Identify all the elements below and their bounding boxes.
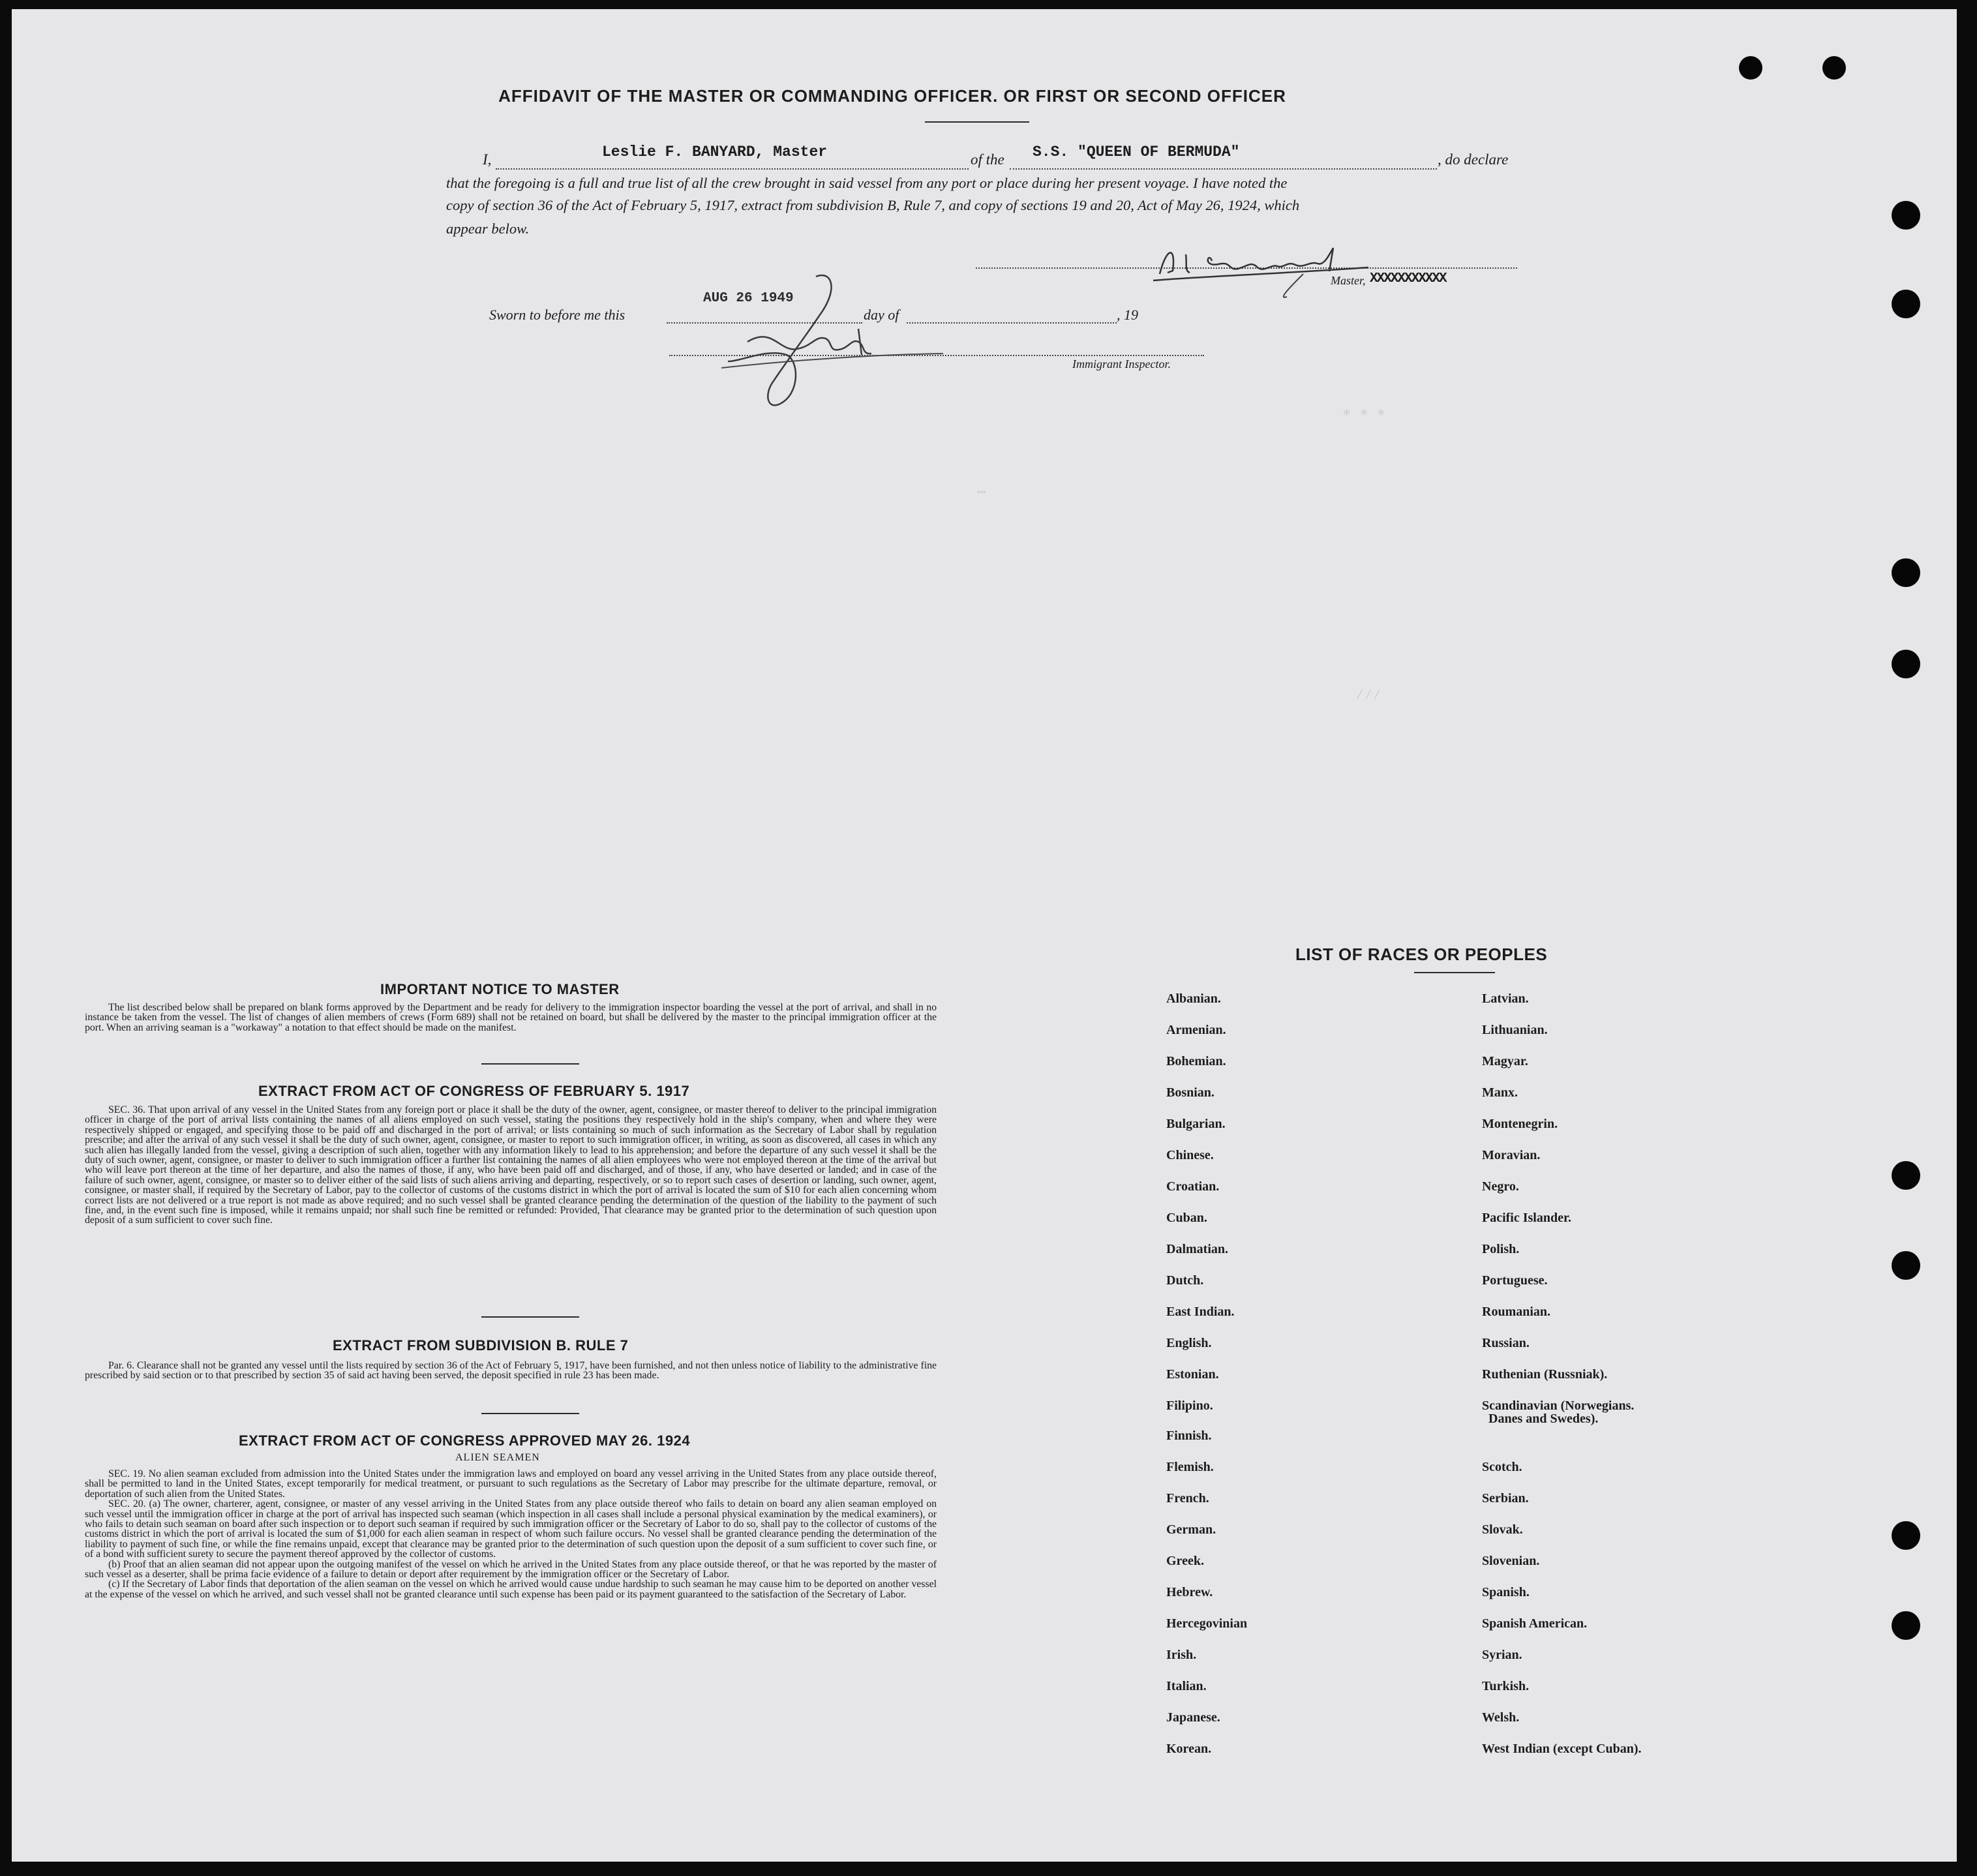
races-title-rule bbox=[1414, 972, 1495, 973]
race-item: Pacific Islander. bbox=[1482, 1211, 1572, 1225]
title-rule bbox=[925, 121, 1029, 123]
races-title: LIST OF RACES OR PEOPLES bbox=[1295, 945, 1548, 964]
punch-hole bbox=[1892, 201, 1920, 230]
race-item: East Indian. bbox=[1166, 1305, 1235, 1319]
rule7-paragraph: Par. 6. Clearance shall not be granted any vessel until the lists required by section 36 of the Act of February 5, 1917, have been furnished, and not then unless notice of liability to the administrative fine prescribed by said section or to that prescribed by section 35 of said act having been served, the deposit specified in rule 23 has been made. bbox=[85, 1360, 937, 1382]
race-item: Bosnian. bbox=[1166, 1085, 1215, 1100]
inspector-signature-line bbox=[669, 355, 1204, 356]
punch-hole bbox=[1739, 56, 1762, 80]
race-item: Slovenian. bbox=[1482, 1554, 1540, 1568]
punch-hole bbox=[1892, 1521, 1920, 1550]
section-20a-paragraph: SEC. 20. (a) The owner, charterer, agent, consignee, or master of any vessel arriving in the United States from any place outside thereof who fails to detain on board any alien seaman employed on such vessel until the immigration officer in charge at the port of arrival has inspected such seaman (which inspection in all cases shall include a personal physical examination by the medical examiners), or who fails to detain such seaman on board after such inspection or to deport such seaman if required by such immigration officer or the Secretary of Labor to do so, shall pay to the collector of customs of the customs district in which the port of arrival is located the sum of $1,000 for each alien seaman in respect of whom such failure occurs. No vessel shall be granted clearance pending the determination of the liability to payment of such fine, or while the fine remains unpaid, except that clearance may be granted prior to the determination of such question upon the deposit of a sum sufficient to cover such fine, or of a bond with sufficient surety to secure the payment thereof approved by the collector of customs. bbox=[85, 1498, 937, 1560]
race-item: Magyar. bbox=[1482, 1054, 1528, 1068]
punch-hole bbox=[1892, 290, 1920, 318]
date-stamp: AUG 26 1949 bbox=[703, 291, 794, 306]
section-19-paragraph: SEC. 19. No alien seaman excluded from admission into the United States under the immigration laws and employed on board any vessel arriving in the United States from any place outside thereof, shall be permitted to land in the United States, except temporarily for medical treatment, or pursuant to such regulations as the Secretary of Labor may prescribe for the ultimate departure, removal, or deportation of such alien from the United States. bbox=[85, 1468, 937, 1500]
race-item: Flemish. bbox=[1166, 1460, 1214, 1474]
race-item: Armenian. bbox=[1166, 1023, 1226, 1037]
day-of-label: day of bbox=[864, 307, 899, 323]
race-item: Moravian. bbox=[1482, 1148, 1541, 1162]
punch-hole bbox=[1892, 1611, 1920, 1640]
affidavit-i-label: I, bbox=[483, 151, 492, 168]
year-prefix: , 19 bbox=[1117, 307, 1138, 323]
race-item: Croatian. bbox=[1166, 1179, 1220, 1194]
name-fill-line bbox=[496, 168, 969, 170]
race-item: Ruthenian (Russniak). bbox=[1482, 1367, 1608, 1382]
extract-1924-body bbox=[85, 1469, 937, 1599]
race-item: Slovak. bbox=[1482, 1522, 1523, 1537]
notice-body bbox=[85, 1003, 937, 1033]
race-item: Spanish American. bbox=[1482, 1616, 1588, 1631]
race-item: English. bbox=[1166, 1336, 1212, 1350]
race-item: Welsh. bbox=[1482, 1710, 1520, 1725]
document-page bbox=[12, 9, 1957, 1862]
punch-hole bbox=[1892, 1161, 1920, 1190]
race-item: Korean. bbox=[1166, 1742, 1212, 1756]
race-item: Polish. bbox=[1482, 1242, 1520, 1256]
punch-hole bbox=[1892, 1251, 1920, 1280]
race-item: Latvian. bbox=[1482, 991, 1529, 1006]
race-item: Serbian. bbox=[1482, 1491, 1529, 1505]
race-item: Albanian. bbox=[1166, 991, 1221, 1006]
race-item: Bulgarian. bbox=[1166, 1117, 1226, 1131]
punch-hole bbox=[1892, 558, 1920, 587]
ship-fill-line bbox=[1010, 168, 1437, 170]
race-item: Dalmatian. bbox=[1166, 1242, 1228, 1256]
extract-1917-title: EXTRACT FROM ACT OF CONGRESS OF FEBRUARY 5. 1917 bbox=[258, 1083, 690, 1099]
affidavit-title: AFFIDAVIT OF THE MASTER OR COMMANDING OFFICER. OR FIRST OR SECOND OFFICER bbox=[498, 86, 1286, 106]
race-item: Manx. bbox=[1482, 1085, 1518, 1100]
race-item: Dutch. bbox=[1166, 1273, 1204, 1288]
rule7-title: EXTRACT FROM SUBDIVISION B. RULE 7 bbox=[333, 1337, 629, 1354]
race-item: Scandinavian (Norwegians. bbox=[1482, 1399, 1635, 1413]
section-rule bbox=[481, 1063, 579, 1065]
race-item: Chinese. bbox=[1166, 1148, 1214, 1162]
race-item: Scotch. bbox=[1482, 1460, 1522, 1474]
race-item: German. bbox=[1166, 1522, 1216, 1537]
race-item: Irish. bbox=[1166, 1648, 1197, 1662]
bleed-through: ∗ ∗ ∗ bbox=[1342, 405, 1386, 421]
section-36-paragraph: SEC. 36. That upon arrival of any vessel in the United States from any foreign port or place it shall be the duty of the owner, agent, consignee, or master thereof to deliver to the principal immigration officer in charge of the port of arrival lists containing the names of all aliens employed on such vessel, stating the positions they respectively hold in the ship's company, when and where they were respectively shipped or engaged, and specifying those to be paid off and discharged in the port of arrival; or lists containing so much of such information as the Secretary of Labor shall by regulation prescribe; and after the arrival of any such vessel it shall be the duty of such owner, agent, consignee, or master to report to such immigration officer, in writing, as soon as discovered, all cases in which any such alien has illegally landed from the vessel, giving a description of such alien, together with any information likely to lead to his apprehension; and before the departure of any such vessel it shall be the duty of such owner, agent, consignee, or master to deliver to such immigration officer a further list containing the names of all alien employees who were not employed thereon at the time of the arrival but who will leave port thereon at the time of her departure, and also the names of those, if any, who have been paid off and discharged, and of those, if any, who have deserted or landed; and in case of the failure of such owner, agent, consignee, or master so to deliver either of the said lists of such aliens arriving and departing, respectively, or so to report such cases of desertion or landing, such owner, agent, consignee, or master shall, if required by the Secretary of Labor, pay to the collector of customs of the customs district in which the port of arrival is located the sum of $10 for each alien concerning whom correct lists are not delivered or a true report is not made as above required; and no such vessel shall be granted clearance pending the determination of the question of the liability to the payment of such fine, and, in the event such fine is imposed, while it remains unpaid; nor shall such fine be remitted or refunded: Provided, That clearance may be granted prior to the determination of such question upon deposit of a sum sufficient to cover such fine. bbox=[85, 1104, 937, 1226]
notice-title: IMPORTANT NOTICE TO MASTER bbox=[380, 981, 620, 997]
race-item: Finnish. bbox=[1166, 1429, 1212, 1443]
race-item: Syrian. bbox=[1482, 1648, 1522, 1662]
race-item: Hercegovinian bbox=[1166, 1616, 1248, 1631]
notice-paragraph: The list described below shall be prepared on blank forms approved by the Department and be ready for delivery to the immigration inspector boarding the vessel at the port of arrival, and shall in no instance be taken from the vessel. The list of changes of alien members of crews (Form 689) shall not be retained on board, but shall be delivered by the master to the principal immigration officer at the port. When an arriving seaman is a "workaway" a notation to that effect should be made on the manifest. bbox=[85, 1002, 937, 1033]
race-item: Estonian. bbox=[1166, 1367, 1219, 1382]
bleed-through: ⋯ bbox=[977, 485, 986, 501]
race-item: Filipino. bbox=[1166, 1399, 1213, 1413]
punch-hole bbox=[1892, 650, 1920, 678]
race-item: Lithuanian. bbox=[1482, 1023, 1548, 1037]
section-rule bbox=[481, 1413, 579, 1414]
extract-1917-body bbox=[85, 1105, 937, 1226]
race-item: Montenegrin. bbox=[1482, 1117, 1558, 1131]
section-20c-paragraph: (c) If the Secretary of Labor finds that deportation of the alien seaman on the vessel on which he arrived would cause undue hardship to such seaman he may cause him to be deported on another vessel at the expense of the vessel on which he arrived, and such vessel shall not be granted clearance until such expense has been paid or its payment guaranteed to the satisfaction of the Secretary of Labor. bbox=[85, 1579, 937, 1600]
race-item: Japanese. bbox=[1166, 1710, 1220, 1725]
affidavit-line-4: appear below. bbox=[446, 220, 530, 237]
race-item: West Indian (except Cuban). bbox=[1482, 1742, 1642, 1756]
master-struck-title: XXXXXXXXXXX bbox=[1370, 271, 1446, 286]
bleed-through: ⁄⁄⁄ bbox=[1355, 688, 1381, 704]
sworn-prefix: Sworn to before me this bbox=[489, 307, 626, 323]
extract-1924-subtitle: ALIEN SEAMEN bbox=[455, 1452, 540, 1463]
ship-name: S.S. "QUEEN OF BERMUDA" bbox=[1033, 144, 1240, 160]
race-item: French. bbox=[1166, 1491, 1209, 1505]
race-item: Turkish. bbox=[1482, 1679, 1530, 1693]
race-item: Danes and Swedes). bbox=[1488, 1412, 1599, 1426]
race-item: Russian. bbox=[1482, 1336, 1530, 1350]
of-the-label: of the bbox=[971, 151, 1004, 168]
master-name: Leslie F. BANYARD, Master bbox=[602, 144, 828, 160]
affidavit-line-2: that the foregoing is a full and true list of all the crew brought in said vessel from any port or place during her present voyage. I have noted the bbox=[446, 175, 1288, 191]
master-label: Master, bbox=[1331, 274, 1366, 287]
inspector-label: Immigrant Inspector. bbox=[1072, 357, 1171, 371]
master-signature bbox=[1147, 235, 1395, 307]
race-item: Spanish. bbox=[1482, 1585, 1530, 1599]
rule7-body bbox=[85, 1361, 937, 1381]
race-item: Greek. bbox=[1166, 1554, 1204, 1568]
race-item: Portuguese. bbox=[1482, 1273, 1548, 1288]
affidavit-line-3: copy of section 36 of the Act of February 5, 1917, extract from subdivision B, Rule 7, and copy of sections 19 and 20, Act of May 26, 1924, which bbox=[446, 197, 1300, 213]
race-item: Italian. bbox=[1166, 1679, 1207, 1693]
race-item: Roumanian. bbox=[1482, 1305, 1551, 1319]
punch-hole bbox=[1822, 56, 1846, 80]
section-20b-paragraph: (b) Proof that an alien seaman did not appear upon the outgoing manifest of the vessel on which he arrived in the United States from any place outside thereof, or that he was reported by the master of such vessel as a deserter, shall be prima facie evidence of a failure to detain or deport after requirement by the immigration officer or the Secretary of Labor. bbox=[85, 1558, 937, 1581]
race-item: Cuban. bbox=[1166, 1211, 1207, 1225]
race-item: Hebrew. bbox=[1166, 1585, 1213, 1599]
extract-1924-title: EXTRACT FROM ACT OF CONGRESS APPROVED MAY 26. 1924 bbox=[239, 1432, 691, 1449]
race-item: Bohemian. bbox=[1166, 1054, 1226, 1068]
race-item: Negro. bbox=[1482, 1179, 1519, 1194]
do-declare-label: , do declare bbox=[1438, 151, 1509, 168]
section-rule bbox=[481, 1316, 579, 1318]
inspector-signature bbox=[702, 264, 950, 420]
